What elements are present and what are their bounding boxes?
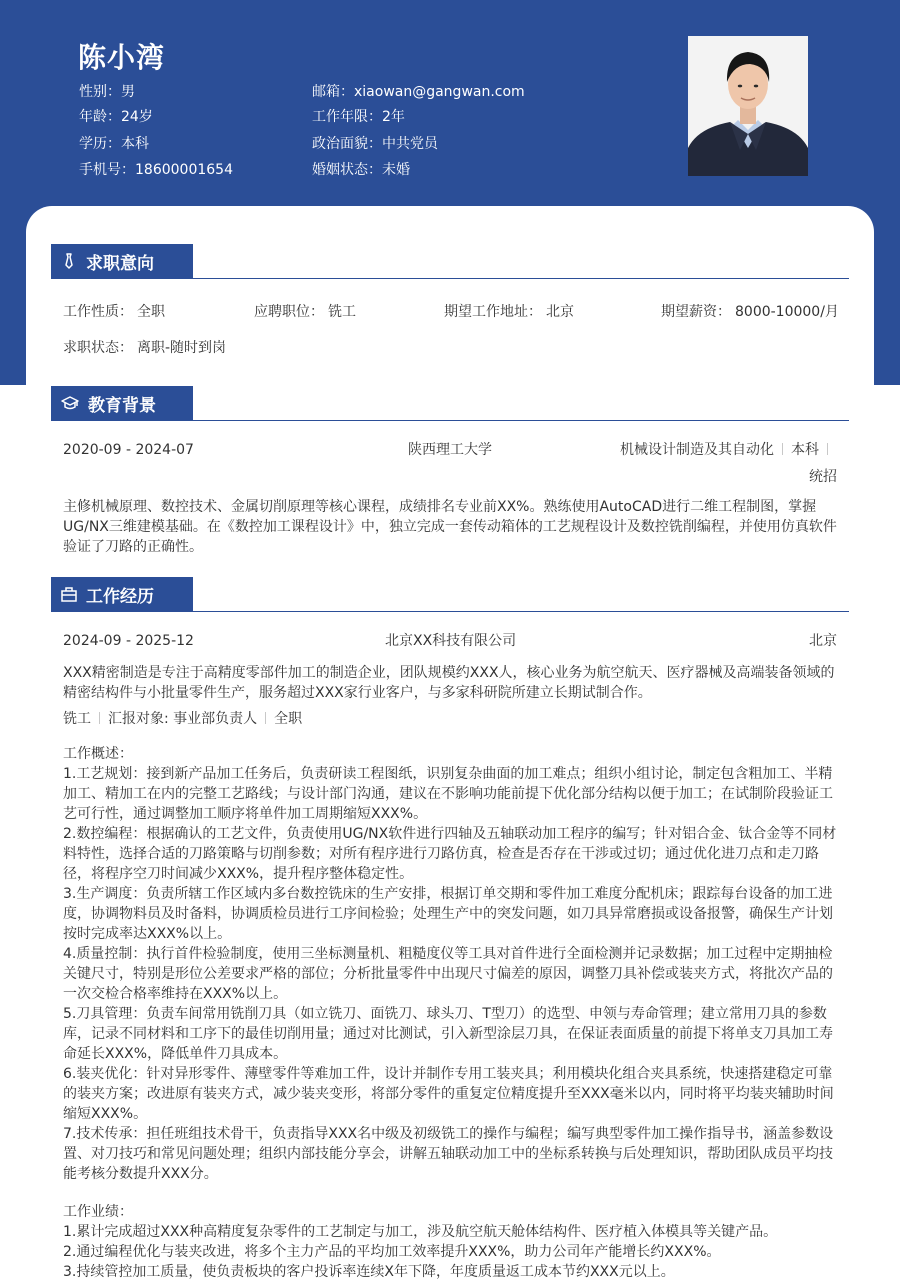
graduation-cap-icon [60,394,80,412]
work-period: 2024-09 - 2025-12 [63,633,194,649]
section-title-work: 工作经历 [86,586,154,607]
intent-salary-value: 8000-10000/月 [735,304,839,320]
intent-position [254,302,356,322]
education-major: 机械设计制造及其自动化 [620,442,774,458]
divider [827,443,828,455]
overview-item: 4.质量控制：执行首件检验制度，使用三坐标测量机、粗糙度仪等工具对首件进行全面检测并记录数据；加工过程中定期抽检关键尺寸，特别是形位公差要求严格的部位；分析批量零件中出现尺寸偏差的原因，调整刀具补偿或装夹方式，将批次产品的一次交检合格率维持在XXX%以上。 [63,946,833,1002]
divider [265,712,266,724]
info-work-years: 工作年限：2年 [312,109,405,125]
intent-location-value: 北京 [546,304,574,320]
section-title-intent: 求职意向 [86,253,154,274]
intent-position-value: 铣工 [328,304,356,320]
work-city: 北京 [809,633,837,649]
overview-item: 1.工艺规划：接到新产品加工任务后，负责研读工程图纸，识别复杂曲面的加工难点；组织小组讨论，制定包含粗加工、半精加工、精加工在内的完整工艺路线；与设计部门沟通，建议在不影响功能前提下优化部分结构以便于加工；在试制阶段验证工艺可行性，通过调整加工顺序将单件加工周期缩短XXX%。 [63,766,833,822]
intent-job-type-label: 工作性质： [63,304,133,320]
briefcase-icon [60,585,78,603]
divider [99,712,100,724]
section-title-education: 教育背景 [88,395,156,416]
info-phone: 手机号：18600001654 [79,162,233,178]
info-gender: 性别：男 [79,84,135,100]
achievement-item: 2.通过编程优化与装夹改进，将多个主力产品的平均加工效率提升XXX%，助力公司年产能增长约XXX%。 [63,1244,721,1260]
tie-icon [60,252,78,270]
intent-status [63,338,226,358]
work-achievements-title: 工作业绩： [63,1204,133,1220]
education-description: 主修机械原理、数控技术、金属切削原理等核心课程，成绩排名专业前XX%。熟练使用AutoCAD进行二维工程制图，掌握UG/NX三维建模基础。在《数控加工课程设计》中，独立完成一套传动箱体的工艺规程设计及数控铣削编程，并使用仿真软件验证了刀路的正确性。 [63,499,837,555]
info-marital: 婚姻状态：未婚 [312,162,410,178]
intent-salary [661,302,839,322]
education-mode: 统招 [809,469,837,485]
overview-item: 6.装夹优化：针对异形零件、薄壁零件等难加工件，设计并制作专用工装夹具；利用模块化组合夹具系统，快速搭建稳定可靠的装夹方案；改进原有装夹方式，减少装夹变形，将部分零件的重复定位精度提升至XXX毫米以内，同时将平均装夹辅助时间缩短XXX%。 [63,1066,834,1122]
work-company-intro: XXX精密制造是专注于高精度零部件加工的制造企业，团队规模约XXX人，核心业务为航空航天、医疗器械及高端装备领域的精密结构件与小批量零件生产，服务超过XXX家行业客户，与多家科研院所建立长期试制合作。 [63,665,835,701]
info-political: 政治面貌：中共党员 [312,136,438,152]
info-education: 学历：本科 [79,136,149,152]
education-degree: 本科 [791,442,819,458]
overview-item: 2.数控编程：根据确认的工艺文件，负责使用UG/NX软件进行四轴及五轴联动加工程序的编写；针对铝合金、钛合金等不同材料特性，选择合适的刀路策略与切削参数；对所有程序进行刀路仿真，检查是否存在干涉或过切；通过优化进刀点和走刀路径，将程序空刀时间减少XXX%，提升程序整体稳定性。 [63,826,837,882]
achievement-item: 3.持续管控加工质量，使负责板块的客户投诉率连续X年下降，年度质量返工成本节约XXX元以上。 [63,1264,675,1280]
work-achievements [63,1202,838,1282]
intent-job-type-value: 全职 [137,304,165,320]
section-tab-education [51,386,193,420]
overview-item: 3.生产调度：负责所辖工作区域内多台数控铣床的生产安排，根据订单交期和零件加工难度分配机床；跟踪每台设备的加工进度，协调物料员及时备料，协调质检员进行工序间检验；处理生产中的突发问题，如刀具异常磨损或设备报警，确保生产计划按时完成率达XXX%以上。 [63,886,833,942]
divider [782,443,783,455]
info-email: 邮箱：xiaowan@gangwan.com [312,84,525,100]
info-age: 年龄：24岁 [79,109,153,125]
intent-location-label: 期望工作地址： [444,304,542,320]
section-header-work [51,577,849,612]
section-header-education [51,386,849,421]
work-role-info [63,709,302,729]
work-company: 北京XX科技有限公司 [385,633,517,649]
achievement-item: 1.累计完成超过XXX种高精度复杂零件的工艺制定与加工，涉及航空航天舱体结构件、医疗植入体模具等关键产品。 [63,1224,778,1240]
overview-item: 7.技术传承：担任班组技术骨干，负责指导XXX名中级及初级铣工的操作与编程；编写典型零件加工操作指导书，涵盖参数设置、对刀技巧和常见问题处理；组织内部技能分享会，讲解五轴联动加工中的坐标系转换与后处理知识，帮助团队成员平均技能考核分数提升XXX分。 [63,1126,834,1182]
education-period: 2020-09 - 2024-07 [63,442,194,458]
profile-photo [688,36,808,176]
intent-salary-label: 期望薪资： [661,304,731,320]
intent-position-label: 应聘职位： [254,304,324,320]
intent-status-value: 离职-随时到岗 [137,340,227,356]
overview-item: 5.刀具管理：负责车间常用铣削刀具（如立铣刀、面铣刀、球头刀、T型刀）的选型、申领与寿命管理；建立常用刀具的参数库，记录不同材料和工序下的最佳切削用量；通过对比测试，引入新型涂层刀具，在保证表面质量的前提下将单支刀具加工寿命延长XXX%，降低单件刀具成本。 [63,1006,833,1062]
education-major-degree [620,440,836,460]
work-job-type: 全职 [274,711,303,727]
candidate-name: 陈小湾 [78,41,166,74]
education-school: 陕西理工大学 [408,442,492,458]
section-tab-intent [51,244,193,278]
intent-job-type [63,302,165,322]
work-overview [63,744,838,1184]
section-tab-work [51,577,193,611]
work-overview-title: 工作概述： [63,746,133,762]
work-report-to: 汇报对象: 事业部负责人 [108,711,258,727]
work-role: 铣工 [63,711,91,727]
section-header-intent [51,244,849,279]
intent-location [444,302,574,322]
intent-status-label: 求职状态： [63,340,133,356]
